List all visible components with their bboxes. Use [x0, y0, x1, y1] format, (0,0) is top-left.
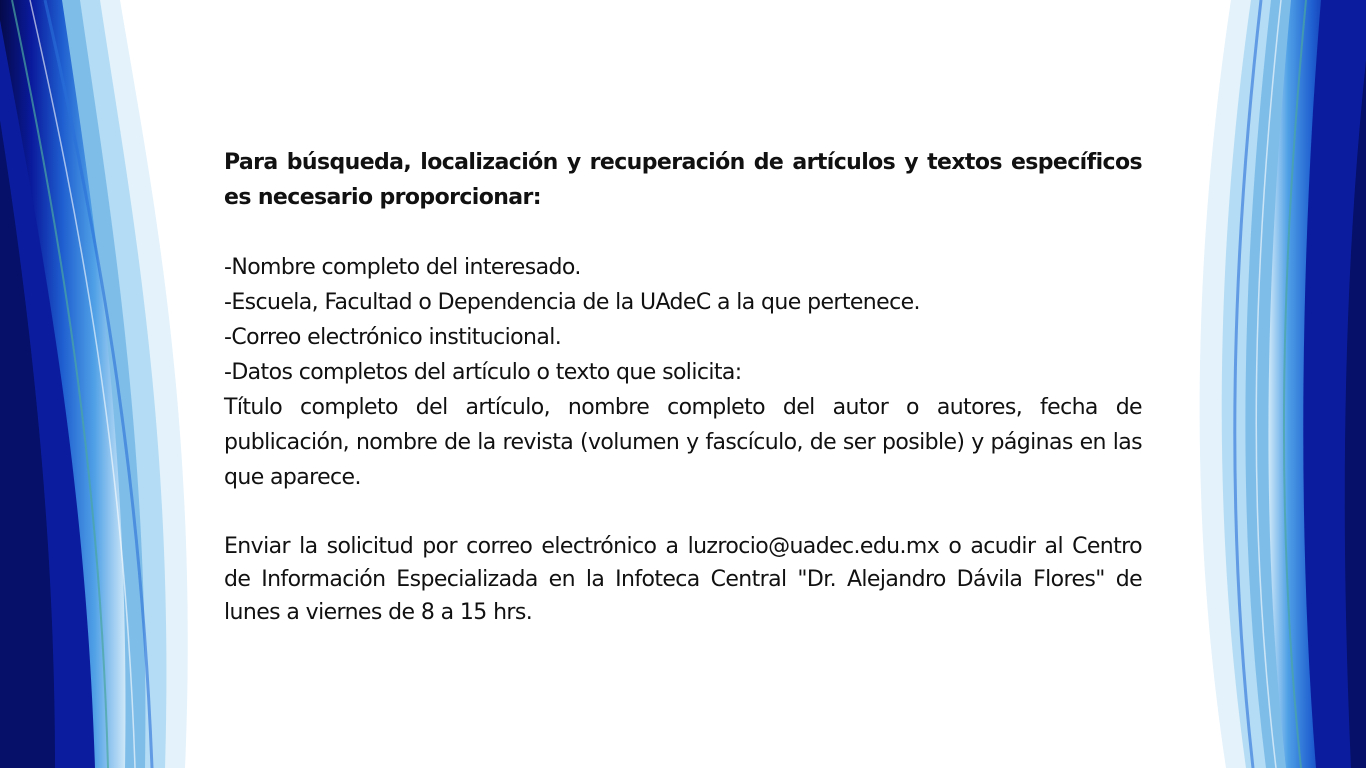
article-details: Título completo del artículo, nombre completo del autor o autores, fecha de publicación, nombre de la revista (volumen y fascículo, de ser posible) y páginas en las que aparece. — [224, 395, 1142, 490]
spacer — [224, 215, 1142, 250]
requirement-item: -Escuela, Facultad o Dependencia de la UAdeC a la que pertenece. — [224, 290, 920, 315]
submission-note: Enviar la solicitud por correo electrónico a luzrocio@uadec.edu.mx o acudir al Centro de Información Especializada en la Infoteca Central "Dr. Alejandro Dávila Flores" de lunes a viernes de 8 a 15 hrs. — [224, 534, 1142, 625]
requirement-item: -Datos completos del artículo o texto que solicita: — [224, 360, 742, 385]
spacer — [224, 495, 1142, 530]
main-content — [224, 145, 1142, 629]
requirement-item: -Correo electrónico institucional. — [224, 325, 562, 350]
left-decorative-swoosh — [0, 0, 200, 768]
right-decorative-swoosh — [1191, 0, 1366, 768]
heading: Para búsqueda, localización y recuperación de artículos y textos específicos es necesario proporcionar: — [224, 150, 1142, 210]
requirement-item: -Nombre completo del interesado. — [224, 255, 581, 280]
